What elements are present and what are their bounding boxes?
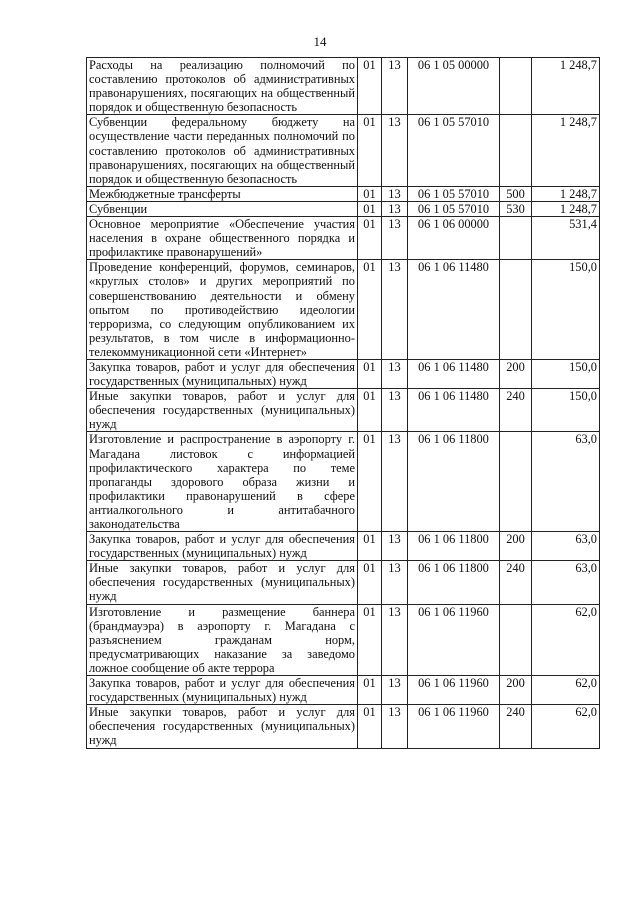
row-section: 01 [358,389,382,432]
row-expense-type: 200 [500,676,532,705]
row-expense-type: 200 [500,359,532,388]
row-expense-type [500,604,532,675]
row-section: 01 [358,217,382,260]
row-target-code: 06 1 06 00000 [408,217,500,260]
row-expense-type [500,260,532,360]
row-target-code: 06 1 06 11480 [408,389,500,432]
budget-table [86,57,600,749]
row-expense-type: 240 [500,389,532,432]
page-number: 14 [313,34,327,49]
table-row [87,260,600,360]
row-section: 01 [358,604,382,675]
row-expense-type: 240 [500,561,532,604]
row-description: Закупка товаров, работ и услуг для обеспечения государственных (муниципальных) нужд [87,676,358,705]
row-target-code: 06 1 05 57010 [408,201,500,216]
row-subsection: 13 [382,532,408,561]
table-row [87,676,600,705]
row-amount: 531,4 [532,217,600,260]
row-expense-type: 530 [500,201,532,216]
row-section: 01 [358,260,382,360]
row-description: Изготовление и распространение в аэропорту г. Магадана листовок с информацией профилактического характера по теме пропаганды здорового образа жизни и профилактики правонарушений в сфере антиалкогольного и антитабачного законодательства [87,432,358,532]
row-subsection: 13 [382,260,408,360]
row-target-code: 06 1 05 57010 [408,186,500,201]
row-amount: 63,0 [532,532,600,561]
row-subsection: 13 [382,115,408,186]
table-row [87,604,600,675]
row-subsection: 13 [382,705,408,748]
row-description: Иные закупки товаров, работ и услуг для обеспечения государственных (муниципальных) нужд [87,389,358,432]
row-amount: 62,0 [532,705,600,748]
row-subsection: 13 [382,676,408,705]
row-target-code: 06 1 06 11800 [408,561,500,604]
row-section: 01 [358,201,382,216]
row-target-code: 06 1 05 00000 [408,58,500,115]
row-amount: 1 248,7 [532,186,600,201]
row-section: 01 [358,115,382,186]
row-subsection: 13 [382,389,408,432]
table-row [87,432,600,532]
row-amount: 62,0 [532,604,600,675]
row-description: Субвенции [87,201,358,216]
row-description: Основное мероприятие «Обеспечение участия населения в охране общественного порядка и профилактике правонарушений» [87,217,358,260]
row-expense-type: 200 [500,532,532,561]
row-description: Проведение конференций, форумов, семинаров, «круглых столов» и других мероприятий по совершенствованию деятельности и обмену опытом по противодействию идеологии терроризма, со следующим опубликованием их результатов, в том числе в информационно-телекоммуникационной сети «Интернет» [87,260,358,360]
row-description: Изготовление и размещение баннера (брандмауэра) в аэропорту г. Магадана с разъяснением гражданам норм, предусматривающих наказание за заведомо ложное сообщение об акте террора [87,604,358,675]
row-expense-type [500,115,532,186]
row-amount: 1 248,7 [532,201,600,216]
row-expense-type [500,432,532,532]
row-target-code: 06 1 06 11960 [408,604,500,675]
row-amount: 63,0 [532,561,600,604]
table-row [87,561,600,604]
row-section: 01 [358,432,382,532]
row-subsection: 13 [382,186,408,201]
row-subsection: 13 [382,58,408,115]
table-row [87,217,600,260]
row-target-code: 06 1 06 11480 [408,260,500,360]
row-target-code: 06 1 06 11800 [408,432,500,532]
row-target-code: 06 1 05 57010 [408,115,500,186]
row-subsection: 13 [382,217,408,260]
row-subsection: 13 [382,604,408,675]
table-row [87,389,600,432]
row-amount: 150,0 [532,389,600,432]
row-description: Субвенции федеральному бюджету на осуществление части переданных полномочий по составлению протоколов об административных правонарушениях, посягающих на общественный порядок и общественную безопасность [87,115,358,186]
row-amount: 63,0 [532,432,600,532]
table-row [87,186,600,201]
row-section: 01 [358,705,382,748]
row-expense-type: 500 [500,186,532,201]
row-subsection: 13 [382,561,408,604]
row-description: Закупка товаров, работ и услуг для обеспечения государственных (муниципальных) нужд [87,532,358,561]
row-section: 01 [358,359,382,388]
row-expense-type [500,217,532,260]
row-amount: 62,0 [532,676,600,705]
table-row [87,532,600,561]
row-target-code: 06 1 06 11480 [408,359,500,388]
row-description: Межбюджетные трансферты [87,186,358,201]
row-description: Иные закупки товаров, работ и услуг для обеспечения государственных (муниципальных) нужд [87,705,358,748]
row-target-code: 06 1 06 11960 [408,676,500,705]
row-section: 01 [358,186,382,201]
row-description: Закупка товаров, работ и услуг для обеспечения государственных (муниципальных) нужд [87,359,358,388]
row-amount: 150,0 [532,359,600,388]
row-amount: 1 248,7 [532,58,600,115]
row-amount: 1 248,7 [532,115,600,186]
row-target-code: 06 1 06 11960 [408,705,500,748]
row-amount: 150,0 [532,260,600,360]
row-section: 01 [358,561,382,604]
row-subsection: 13 [382,359,408,388]
table-row [87,705,600,748]
row-section: 01 [358,58,382,115]
table-row [87,58,600,115]
row-description: Иные закупки товаров, работ и услуг для обеспечения государственных (муниципальных) нужд [87,561,358,604]
row-subsection: 13 [382,432,408,532]
table-row [87,201,600,216]
row-target-code: 06 1 06 11800 [408,532,500,561]
table-row [87,359,600,388]
row-section: 01 [358,676,382,705]
table-row [87,115,600,186]
row-expense-type [500,58,532,115]
row-description: Расходы на реализацию полномочий по составлению протоколов об административных правонарушениях, посягающих на общественный порядок и общественную безопасность [87,58,358,115]
row-expense-type: 240 [500,705,532,748]
row-section: 01 [358,532,382,561]
row-subsection: 13 [382,201,408,216]
budget-table-body [87,58,600,749]
